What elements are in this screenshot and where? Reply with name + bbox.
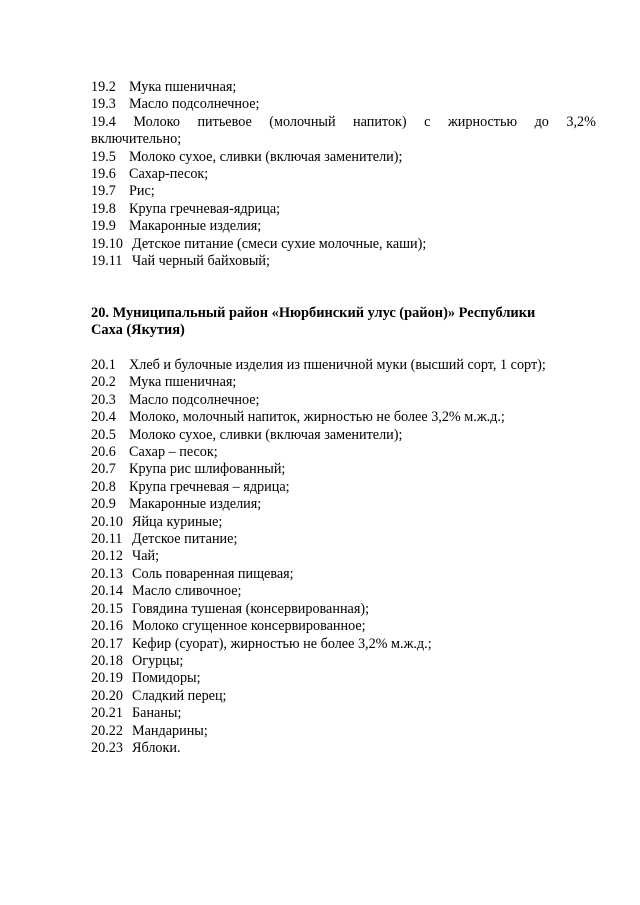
item-text: Молоко сухое, сливки (включая заменители); [129, 148, 403, 165]
item-text: Яйца куриные; [132, 513, 223, 530]
item-text: Молоко, молочный напиток, жирностью не более 3,2% м.ж.д.; [129, 409, 505, 426]
item-text: Рис; [129, 183, 155, 200]
item-number: 20.4 [91, 409, 116, 426]
list-item [91, 236, 596, 253]
item-text: Молоко сгущенное консервированное; [132, 618, 366, 635]
section-20-heading [91, 305, 596, 340]
list-item [91, 166, 596, 183]
item-text: Бананы; [132, 705, 182, 722]
item-number: 19.4 [91, 113, 116, 130]
list-item [91, 531, 596, 548]
heading-line: 20. Муниципальный район «Нюрбинский улус (район)» Республики [91, 305, 536, 321]
list-item [91, 183, 596, 200]
item-number: 20.11 [91, 531, 123, 548]
item-text: Сладкий перец; [132, 687, 227, 704]
item-text: Крупа гречневая – ядрица; [129, 478, 290, 495]
item-text: Мука пшеничная; [129, 374, 237, 391]
item-number: 20.18 [91, 652, 123, 669]
item-text: Чай; [132, 548, 160, 565]
item-text: Масло сливочное; [132, 583, 242, 600]
item-number: 19.11 [91, 253, 123, 270]
list-item [91, 740, 596, 757]
item-number: 20.15 [91, 600, 123, 617]
list-item [91, 723, 596, 740]
list-item [91, 444, 596, 461]
item-number: 19.3 [91, 96, 116, 113]
item-text: Кефир (суорат), жирностью не более 3,2% м.ж.д.; [132, 635, 432, 652]
item-number: 19.9 [91, 218, 116, 235]
list-item [91, 357, 596, 374]
item-text: Макаронные изделия; [129, 218, 262, 235]
list-item [91, 548, 596, 565]
list-item [91, 601, 596, 618]
item-number: 19.6 [91, 166, 116, 183]
item-text: Мука пшеничная; [129, 79, 237, 95]
item-number: 20.19 [91, 670, 123, 687]
item-number: 20.10 [91, 513, 123, 530]
list-item [91, 618, 596, 635]
item-number: 20.5 [91, 426, 116, 443]
list-item [91, 79, 596, 96]
item-text: Мандарины; [132, 722, 208, 739]
list-item [91, 688, 596, 705]
item-number: 19.8 [91, 200, 116, 217]
item-number: 20.23 [91, 739, 123, 756]
item-text: Чай черный байховый; [132, 253, 270, 270]
item-text: Говядина тушеная (консервированная); [132, 600, 370, 617]
list-item [91, 583, 596, 600]
item-number: 19.2 [91, 79, 116, 95]
list-item [91, 653, 596, 670]
list-item [91, 496, 596, 513]
item-word: с [424, 113, 431, 130]
item-text: Детское питание (смеси сухие молочные, каши); [132, 235, 427, 252]
item-text: Соль поваренная пищевая; [132, 565, 294, 582]
list-item [91, 566, 596, 583]
item-text: Сахар-песок; [129, 166, 209, 183]
item-text: Яблоки. [132, 739, 181, 756]
list-item [91, 96, 596, 113]
list-item [91, 479, 596, 496]
item-number: 20.8 [91, 478, 116, 495]
item-number: 20.3 [91, 391, 116, 408]
list-item [91, 409, 596, 426]
item-word: до [534, 113, 549, 130]
item-text: Масло подсолнечное; [129, 391, 260, 408]
item-word: напиток) [353, 113, 407, 130]
list-item [91, 514, 596, 531]
item-word: (молочный [269, 113, 336, 130]
list-item-justified [91, 114, 596, 131]
list-item [91, 149, 596, 166]
item-number: 20.21 [91, 705, 123, 722]
item-number: 20.2 [91, 374, 116, 391]
item-word: Молоко [133, 113, 180, 130]
list-item [91, 392, 596, 409]
section-20-list [91, 357, 596, 757]
item-text: Детское питание; [132, 531, 238, 548]
item-text: Макаронные изделия; [129, 496, 262, 513]
item-number: 20.6 [91, 444, 116, 461]
list-item [91, 201, 596, 218]
item-number: 20.12 [91, 548, 123, 565]
item-word: 3,2% [566, 113, 596, 130]
item-number: 20.22 [91, 722, 123, 739]
list-item [91, 636, 596, 653]
list-item [91, 705, 596, 722]
item-text: Помидоры; [132, 670, 201, 687]
item-number: 20.9 [91, 496, 116, 513]
item-word: жирностью [447, 113, 518, 130]
item-number: 19.7 [91, 183, 116, 200]
item-number: 20.13 [91, 565, 123, 582]
list-item [91, 461, 596, 478]
item-text: Молоко сухое, сливки (включая заменители); [129, 426, 403, 443]
item-text: Крупа рис шлифованный; [129, 461, 286, 478]
list-item [91, 374, 596, 391]
item-number: 20.7 [91, 461, 116, 478]
list-item [91, 427, 596, 444]
list-item [91, 253, 596, 270]
item-number: 19.10 [91, 235, 123, 252]
item-number: 20.1 [91, 357, 116, 373]
item-text: Хлеб и булочные изделия из пшеничной муки (высший сорт, 1 сорт); [129, 357, 546, 373]
list-item [91, 670, 596, 687]
section-19-list [91, 79, 596, 270]
item-number: 20.20 [91, 687, 123, 704]
item-number: 20.17 [91, 635, 123, 652]
item-text: Сахар – песок; [129, 444, 218, 461]
list-item [91, 218, 596, 235]
item-text: Огурцы; [132, 652, 184, 669]
heading-line: Саха (Якутия) [91, 322, 185, 339]
item-number: 19.5 [91, 148, 116, 165]
item-text: Масло подсолнечное; [129, 96, 260, 113]
item-number: 20.16 [91, 618, 123, 635]
item-text: Крупа гречневая-ядрица; [129, 200, 281, 217]
item-number: 20.14 [91, 583, 123, 600]
item-word: питьевое [197, 113, 252, 130]
item-continuation: включительно; [91, 131, 182, 148]
